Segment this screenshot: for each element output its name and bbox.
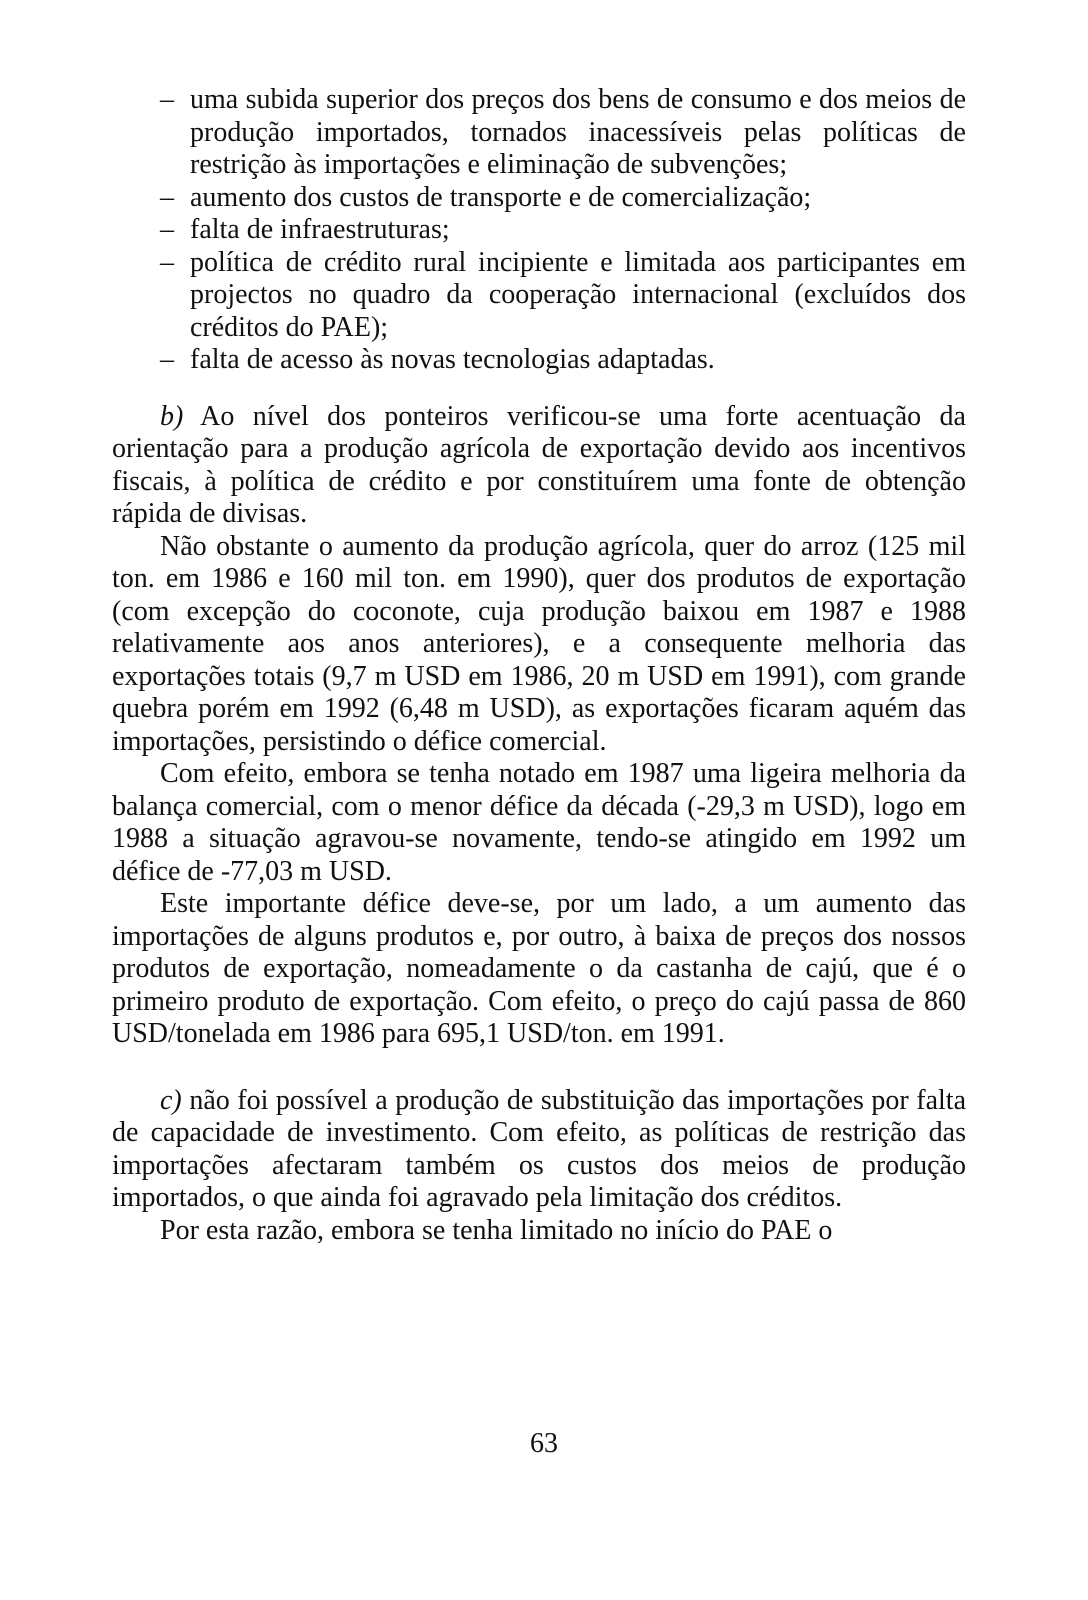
list-item: [112, 182, 966, 215]
paragraph-5: Por esta razão, embora se tenha limitado no início do PAE o: [160, 1214, 833, 1246]
section-label-c: c): [160, 1084, 182, 1116]
list-item: [112, 214, 966, 247]
list-item-text: falta de infraestruturas;: [190, 214, 450, 245]
paragraph-2: Não obstante o aumento da produção agrícola, quer do arroz (125 mil ton. em 1986 e 160 mil ton. em 1990), quer dos produtos de exportação (com excepção do coconote, cuja produção baixou em 1987 e 1988 relativamente aos anos anteriores), e a consequente melhoria das exportações totais (9,7 m USD em 1986, 20 m USD em 1991), com grande quebra porém em 1992 (6,48 m USD), as exportações ficaram aquém das importações, persistindo o défice comercial.: [112, 530, 966, 757]
paragraph-3: Com efeito, embora se tenha notado em 1987 uma ligeira melhoria da balança comercial, com o menor défice da década (-29,3 m USD), logo em 1988 a situação agravou-se novamente, tendo-se atingido em 1992 um défice de -77,03 m USD.: [112, 758, 966, 887]
list-item-text: uma subida superior dos preços dos bens de consumo e dos meios de produção importados, tornados inacessíveis pelas políticas de restrição às importações e eliminação de subvenções;: [190, 84, 966, 180]
list-item: [112, 344, 966, 377]
bullet-list: [112, 84, 966, 377]
list-item-text: falta de acesso às novas tecnologias adaptadas.: [190, 344, 715, 375]
paragraph-section-c: [112, 1085, 966, 1215]
section-b-text: Ao nível dos ponteiros verificou-se uma forte acentuação da orientação para a produção agrícola de exportação devido aos incentivos fiscais, à política de crédito e por constituírem uma fonte de obtenção rápida de divisas.: [112, 400, 966, 529]
bullet-dash: –: [160, 344, 174, 375]
section-label-b: b): [160, 400, 184, 432]
section-c-text: não foi possível a produção de substituição das importações por falta de capacidade de investimento. Com efeito, as políticas de restrição das importações afectaram também os custos dos meios de produção importados, o que ainda foi agravado pela limitação dos créditos.: [112, 1084, 967, 1213]
bullet-dash: –: [160, 84, 174, 115]
bullet-dash: –: [160, 214, 174, 245]
list-item: [112, 247, 966, 345]
list-item-text: aumento dos custos de transporte e de comercialização;: [190, 181, 812, 213]
list-item-text: política de crédito rural incipiente e limitada aos participantes em projectos no quadro da cooperação internacional (excluídos dos créditos do PAE);: [190, 246, 966, 343]
list-item: [112, 84, 966, 182]
paragraph-4: Este importante défice deve-se, por um lado, a um aumento das importações de alguns produtos e, por outro, à baixa de preços dos nossos produtos de exportação, nomeadamente o da castanha de cajú, que é o primeiro produto de exportação. Com efeito, o preço do cajú passa de 860 USD/tonelada em 1986 para 695,1 USD/ton. em 1991.: [112, 888, 966, 1049]
bullet-dash: –: [160, 181, 174, 213]
page-body: [112, 84, 966, 1247]
bullet-dash: –: [160, 246, 174, 278]
page-number: 63: [530, 1428, 558, 1459]
paragraph-section-b: [112, 401, 966, 531]
